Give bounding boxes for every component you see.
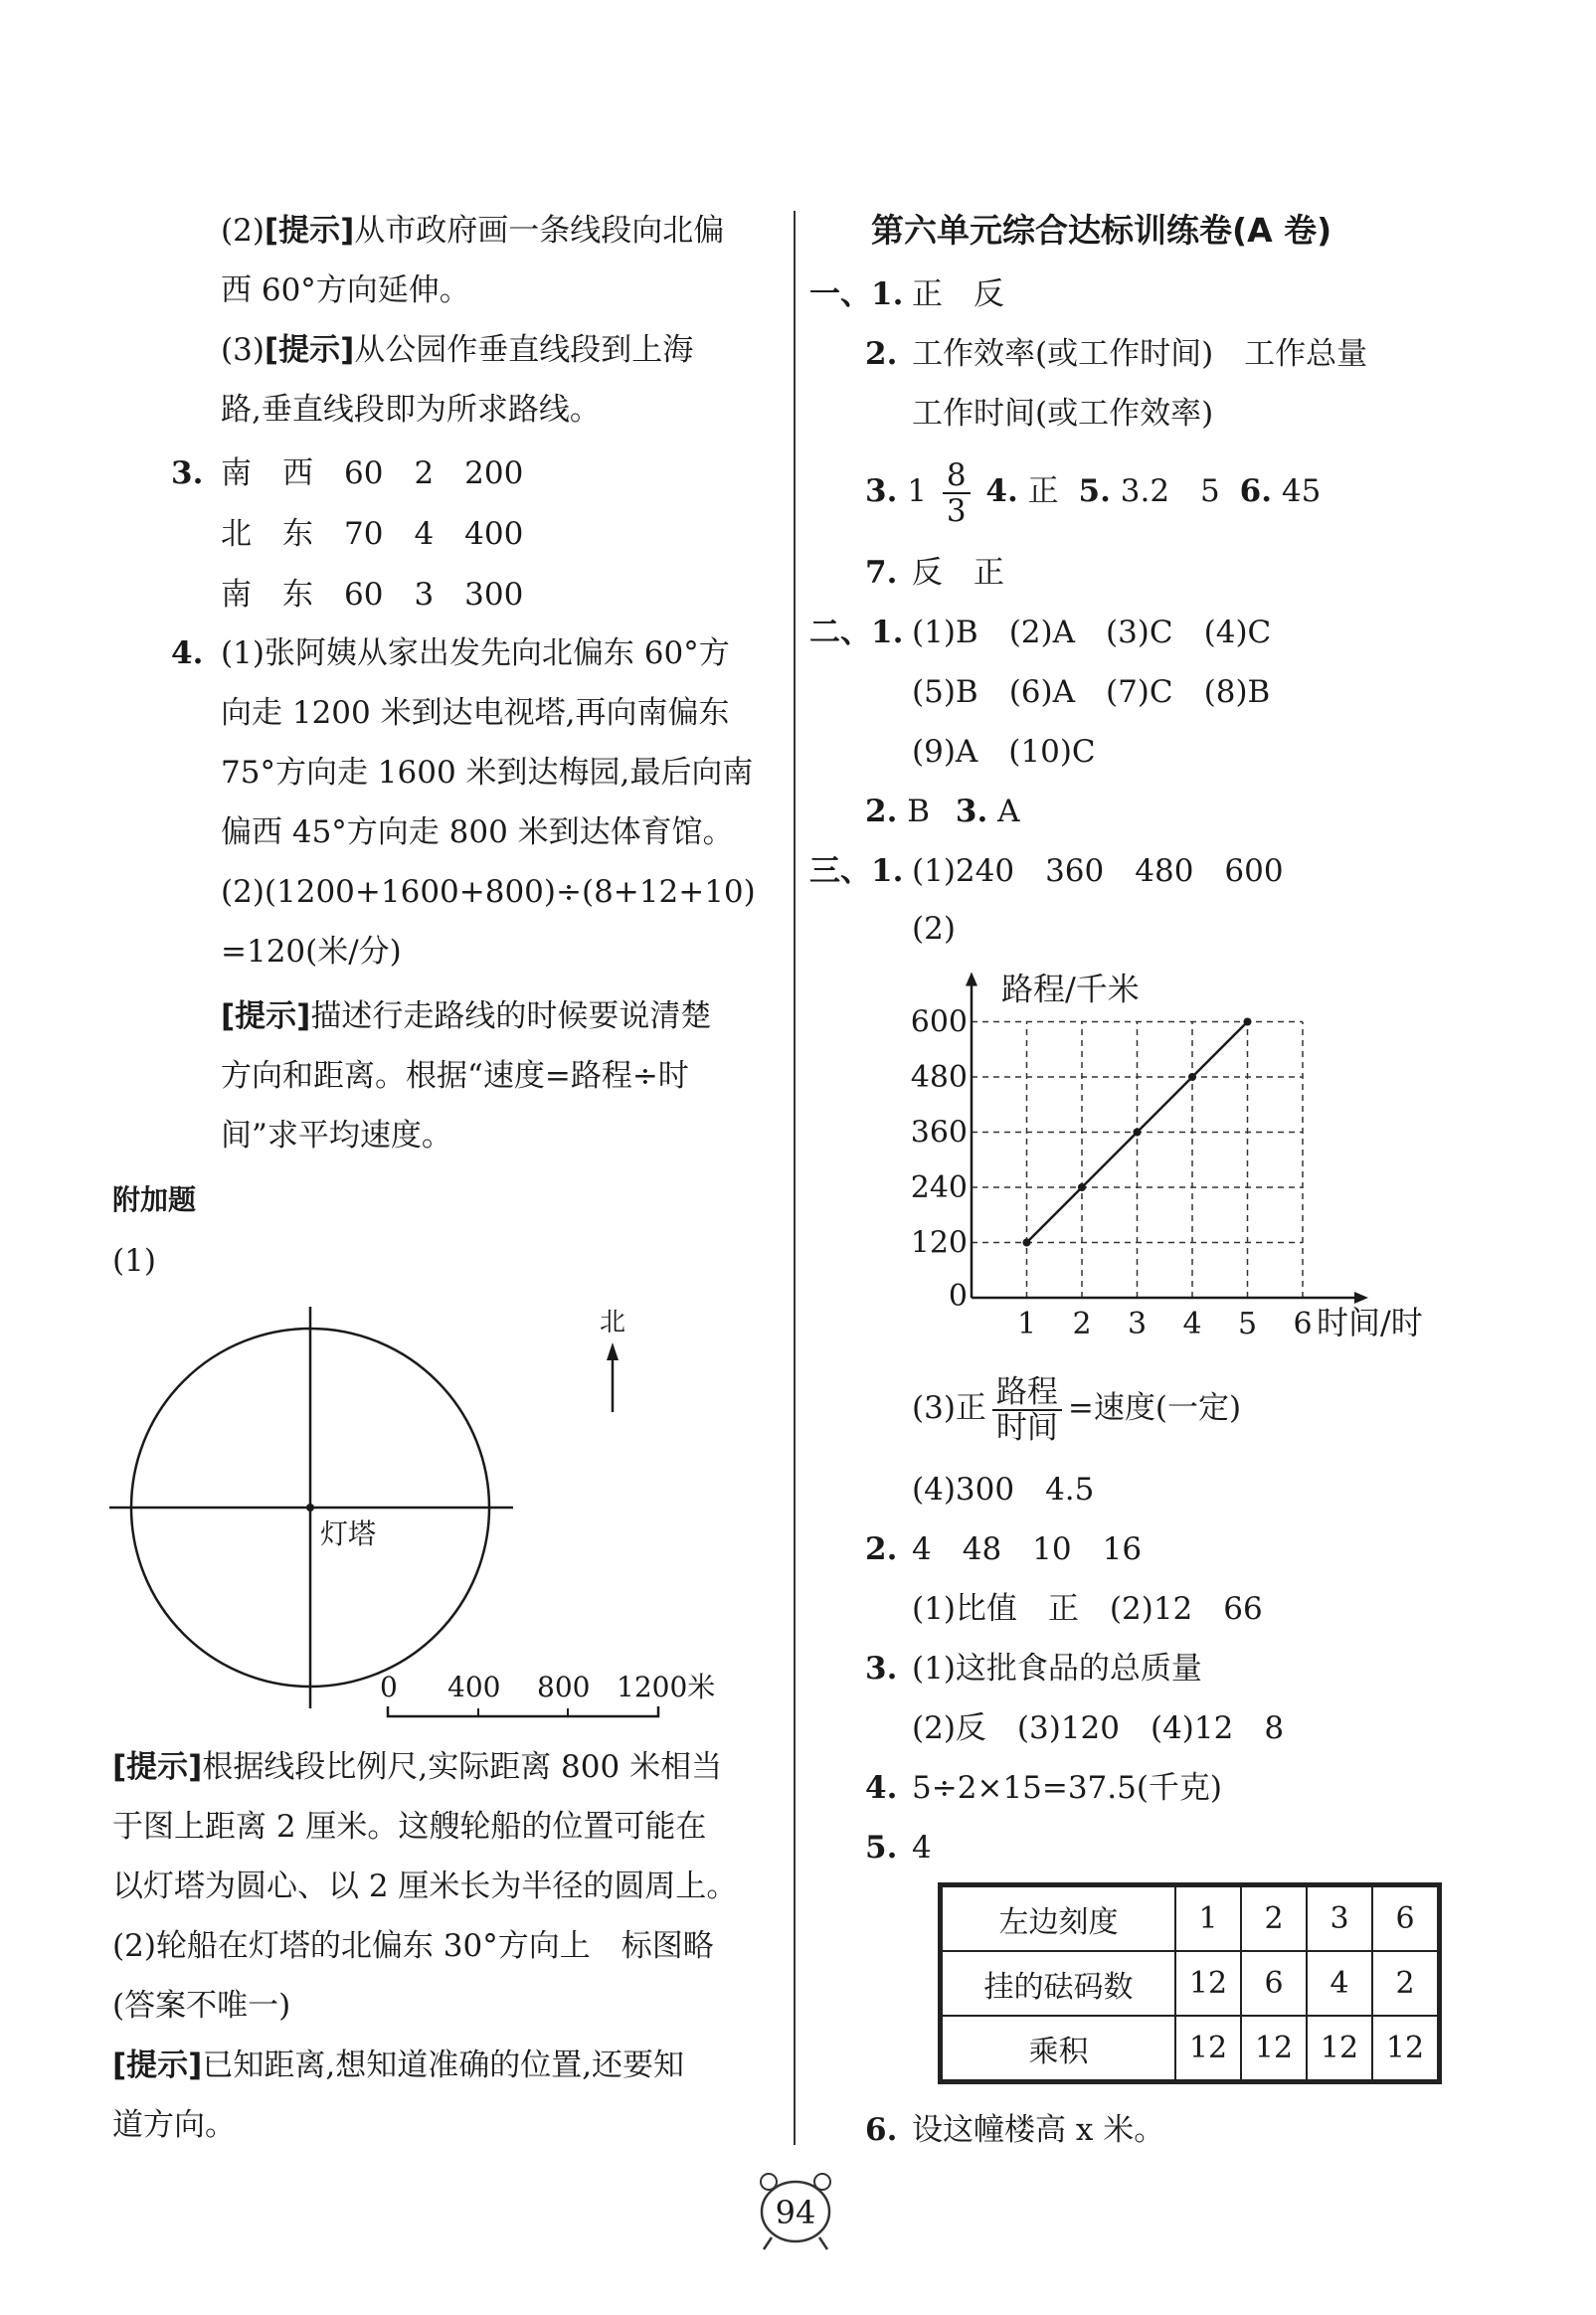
- table-cell: 左边刻度: [942, 1886, 1175, 1951]
- s3-q6-number: 6.: [865, 2112, 898, 2148]
- q3-row-3: 南 东 60 3 300: [221, 577, 524, 613]
- extra-hint2-line2: 道方向。: [112, 2107, 236, 2143]
- s3-q5-number: 5.: [865, 1830, 898, 1866]
- column-divider: [794, 211, 796, 2145]
- north-arrow: [591, 1303, 640, 1422]
- q4-line-1: (1)张阿姨从家出发先向北偏东 60°方: [221, 635, 730, 671]
- extra-hint2-line1: [提示]已知距离,想知道准确的位置,还要知: [112, 2048, 685, 2083]
- table-row: [942, 1886, 1438, 1951]
- q4-hint-line-1: [提示]描述行走路线的时候要说清楚: [221, 998, 712, 1034]
- s3-a2-sub: (1)比值 正 (2)12 66: [912, 1591, 1263, 1627]
- clock-feet-icon: [764, 2237, 827, 2249]
- s3-q3-number: 3.: [865, 1651, 898, 1687]
- table-cell: 乘积: [942, 2016, 1175, 2080]
- s1-row-3-6: [865, 451, 1321, 531]
- s1-a6: 45: [1281, 473, 1322, 509]
- s3-a1-2: (2): [912, 911, 956, 947]
- s3-a3-2: (2)反 (3)120 (4)12 8: [912, 1710, 1285, 1746]
- q4-line-6: =120(米/分): [221, 934, 402, 970]
- q2-3-line2: 路,垂直线段即为所求路线。: [221, 392, 601, 428]
- s1-q5-number: 5.: [1078, 473, 1111, 509]
- s1-a2-line2: 工作时间(或工作效率): [912, 396, 1214, 432]
- table-cell: 12: [1307, 2016, 1372, 2080]
- s3-a5: 4: [912, 1830, 932, 1866]
- s2-row-3: (9)A (10)C: [912, 734, 1096, 770]
- x-tick-label: 3: [1127, 1307, 1148, 1341]
- x-axis-title: 时间/时: [1317, 1304, 1423, 1341]
- lighthouse-label: 灯塔: [320, 1517, 377, 1550]
- extra-hint1-line3: 以灯塔为圆心、以 2 厘米长为半径的圆周上。: [112, 1869, 738, 1904]
- y-tick-label: 240: [910, 1170, 968, 1205]
- q3-number: 3.: [171, 455, 204, 491]
- s1-q2-number: 2.: [865, 336, 898, 372]
- s2-label: 二、1.: [809, 615, 904, 650]
- s3-a6: 设这幢楼高 x 米。: [912, 2112, 1165, 2148]
- y-tick-label: 480: [910, 1060, 968, 1095]
- s3-a1-1: (1)240 360 480 600: [912, 853, 1284, 889]
- x-tick-label: 1: [1016, 1307, 1037, 1341]
- s1-a7: 反 正: [912, 555, 1004, 591]
- scale-line: [388, 1706, 658, 1716]
- s1-a1: 正 反: [912, 276, 1004, 312]
- s3-q2-number: 2.: [865, 1531, 898, 1567]
- table-cell: 2: [1241, 1886, 1307, 1951]
- s3-q4-number: 4.: [865, 1770, 898, 1806]
- clock-bell-right-icon: [814, 2174, 830, 2190]
- s3-a3-1: (1)这批食品的总质量: [912, 1651, 1202, 1687]
- y-tick-label: 360: [910, 1115, 968, 1151]
- table-cell: 4: [1307, 1951, 1372, 2016]
- scale-label-400: 400: [447, 1671, 501, 1703]
- section-title: 第六单元综合达标训练卷(A 卷): [871, 211, 1332, 250]
- s3-a1-4: (4)300 4.5: [912, 1472, 1095, 1508]
- y-axis-title: 路程/千米: [1001, 970, 1140, 1008]
- s1-q7-number: 7.: [865, 555, 898, 591]
- s1-a5: 3.2 5: [1120, 473, 1220, 509]
- table-cell: 3: [1307, 1886, 1372, 1951]
- q4-hint-line-2: 方向和距离。根据“速度=路程÷时: [221, 1058, 689, 1094]
- s2-row-2: (5)B (6)A (7)C (8)B: [912, 674, 1271, 710]
- s3-a1-3: (3)正 $\frac{\text{路程}}{\text{时间}}$ =速度(一定): [912, 1373, 1242, 1446]
- q4-line-2: 向走 1200 米到达电视塔,再向南偏东: [221, 695, 730, 731]
- page-number-badge: [736, 2166, 855, 2255]
- extra-part2-line1: (2)轮船在灯塔的北偏东 30°方向上 标图略: [112, 1928, 714, 1964]
- table-cell: 12: [1175, 2016, 1241, 2080]
- q3-row-1: 南 西 60 2 200: [221, 455, 524, 491]
- scale-label-1200: 1200米: [617, 1671, 716, 1703]
- table-row: [942, 1951, 1438, 2016]
- table-cell: 12: [1241, 2016, 1307, 2080]
- lighthouse-point: [306, 1504, 314, 1512]
- extra-hint1-line2: 于图上距离 2 厘米。这艘轮船的位置可能在: [112, 1809, 707, 1845]
- table-cell: 挂的砝码数: [942, 1951, 1175, 2016]
- x-tick-label: 5: [1237, 1307, 1258, 1341]
- data-point: [1188, 1073, 1196, 1081]
- q4-hint-line-3: 间”求平均速度。: [221, 1118, 452, 1154]
- data-point: [1244, 1018, 1252, 1026]
- q2-3-line1: (3)[提示]从公园作垂直线段到上海: [221, 332, 694, 368]
- s1-q6-number: 6.: [1239, 473, 1273, 509]
- table-row: [942, 2016, 1438, 2080]
- table-cell: 12: [1372, 2016, 1438, 2080]
- q4-number: 4.: [171, 635, 204, 671]
- y-tick-label: 120: [910, 1225, 968, 1261]
- s3-a4: 5÷2×15=37.5(千克): [912, 1770, 1223, 1806]
- s1-a4: 正: [1027, 473, 1059, 509]
- y-axis-arrow: [966, 973, 977, 986]
- q4-line-3: 75°方向走 1600 米到达梅园,最后向南: [221, 755, 754, 791]
- extra-title: 附加题: [112, 1183, 197, 1216]
- q4-line-5: (2)(1200+1600+800)÷(8+12+10): [221, 874, 756, 910]
- s2-q2-q3: 2. B 3. A: [865, 794, 1020, 829]
- s1-q3-number: 3.: [865, 473, 898, 509]
- scale-bar: [368, 1671, 726, 1730]
- x-tick-label: 6: [1293, 1307, 1313, 1341]
- s1-a2-line1: 工作效率(或工作时间) 工作总量: [912, 336, 1368, 372]
- lighthouse-diagram: [99, 1293, 537, 1730]
- s1-label: 一、1.: [809, 276, 904, 312]
- q3-row-2: 北 东 70 4 400: [221, 516, 524, 552]
- x-tick-label: 4: [1182, 1307, 1202, 1341]
- clock-bell-left-icon: [761, 2174, 777, 2190]
- lever-table: [941, 1885, 1439, 2081]
- s3-label: 三、1.: [809, 853, 904, 889]
- north-label: 北: [600, 1308, 626, 1337]
- s1-a3-whole: 1: [907, 473, 927, 509]
- distance-time-chart: [895, 963, 1462, 1350]
- q2-2-line2: 西 60°方向延伸。: [221, 272, 470, 308]
- y-tick-label: 600: [910, 1004, 968, 1040]
- data-point: [1134, 1129, 1142, 1137]
- extra-hint1-line1: [提示]根据线段比例尺,实际距离 800 米相当: [112, 1749, 723, 1785]
- q4-line-4: 偏西 45°方向走 800 米到达体育馆。: [221, 814, 734, 850]
- y-tick-label: 0: [948, 1279, 968, 1314]
- s3-a2: 4 48 10 16: [912, 1531, 1143, 1567]
- s1-q4-number: 4.: [985, 473, 1018, 509]
- table-cell: 2: [1372, 1951, 1438, 2016]
- table-cell: 6: [1241, 1951, 1307, 2016]
- north-arrow-head: [607, 1342, 619, 1360]
- table-cell: 12: [1175, 1951, 1241, 2016]
- x-tick-label: 2: [1072, 1307, 1092, 1341]
- extra-part1: (1): [112, 1243, 156, 1279]
- s1-a3-fraction: $\frac{8}{3}$: [943, 458, 971, 528]
- data-point: [1023, 1239, 1031, 1247]
- s2-row-1: (1)B (2)A (3)C (4)C: [912, 615, 1272, 650]
- speed-fraction: $\frac{\text{路程}}{\text{时间}}$: [992, 1375, 1062, 1445]
- table-cell: 1: [1175, 1886, 1241, 1951]
- scale-label-800: 800: [537, 1671, 591, 1703]
- q2-2-line1: (2)[提示]从市政府画一条线段向北偏: [221, 213, 725, 249]
- extra-part2-line2: (答案不唯一): [112, 1988, 291, 2024]
- scale-label-0: 0: [380, 1671, 398, 1703]
- page-number: 94: [775, 2194, 816, 2231]
- x-axis-arrow: [1354, 1292, 1368, 1304]
- data-point: [1078, 1183, 1086, 1191]
- table-cell: 6: [1372, 1886, 1438, 1951]
